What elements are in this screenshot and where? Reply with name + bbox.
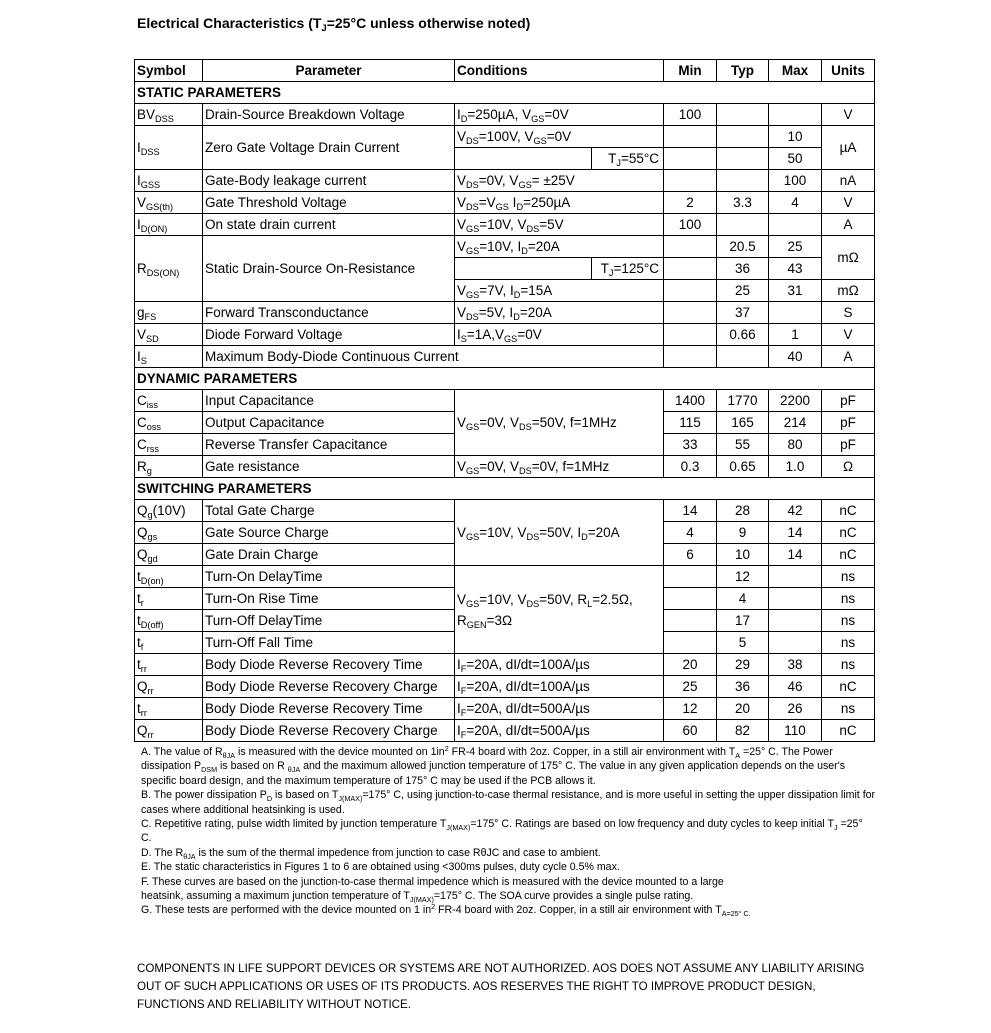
page-title: Electrical Characteristics ($T_J=25^\circ C$ unless otherwise noted): [137, 15, 531, 34]
disclaimer-line: COMPONENTS IN LIFE SUPPORT DEVICES OR SYSTEMS ARE NOT AUTHORIZED. AOS DOES NOT ASSUME ANY LIABILITY ARISING: [137, 962, 865, 975]
max-cell: 4: [769, 192, 822, 214]
symbol-cell: $Q_{rr}$: [135, 676, 203, 698]
max-cell: 42: [769, 500, 822, 522]
parameter-cell: Diode Forward Voltage: [203, 324, 455, 346]
min-cell: 25: [664, 676, 717, 698]
max-cell: 25: [769, 236, 822, 258]
symbol-cell: $t_{D(on)}$: [135, 566, 203, 588]
units-cell: nA: [822, 170, 875, 192]
conditions-cell: $I_F=20A$, dI/dt=500A/µs: [455, 720, 664, 742]
units-cell: µA: [822, 126, 875, 170]
min-cell: [664, 126, 717, 148]
footnotes: [141, 745, 876, 918]
symbol-cell: $I_{DSS}$: [135, 126, 203, 170]
symbol-cell: $t_{rr}$: [135, 698, 203, 720]
section-switching: SWITCHING PARAMETERS: [135, 478, 875, 500]
conditions-cell: $T_J=125^\circ C$: [592, 258, 664, 280]
units-cell: mΩ: [822, 280, 875, 302]
conditions-cell: $V_{GS}=10V$, $V_{DS}=5V$: [455, 214, 664, 236]
units-cell: ns: [822, 654, 875, 676]
symbol-cell: $C_{rss}$: [135, 434, 203, 456]
typ-cell: 0.65: [717, 456, 769, 478]
conditions-cell: $V_{GS}=0V$, $V_{DS}=0V$, f=1MHz: [455, 456, 664, 478]
max-cell: 1: [769, 324, 822, 346]
symbol-cell: $t_r$: [135, 588, 203, 610]
units-cell: ns: [822, 632, 875, 654]
typ-cell: 37: [717, 302, 769, 324]
parameter-cell: Body Diode Reverse Recovery Time: [203, 654, 455, 676]
footnote: E. The static characteristics in Figures 1 to 6 are obtained using <300ms pulses, duty cycle 0.5% max.: [141, 861, 620, 874]
min-cell: [664, 280, 717, 302]
symbol-cell: $C_{oss}$: [135, 412, 203, 434]
typ-cell: 10: [717, 544, 769, 566]
max-cell: 110: [769, 720, 822, 742]
units-cell: V: [822, 104, 875, 126]
max-cell: 80: [769, 434, 822, 456]
max-cell: 31: [769, 280, 822, 302]
conditions-cell: $I_D=250\mu A$, $V_{GS}=0V$: [455, 104, 664, 126]
units-cell: V: [822, 192, 875, 214]
symbol-cell: $R_{DS(ON)}$: [135, 236, 203, 302]
units-cell: mΩ: [822, 236, 875, 280]
symbol-cell: $g_{FS}$: [135, 302, 203, 324]
symbol-cell: $Q_{gd}$: [135, 544, 203, 566]
symbol-cell: $I_S$: [135, 346, 203, 368]
min-cell: 0.3: [664, 456, 717, 478]
max-cell: [769, 588, 822, 610]
min-cell: 33: [664, 434, 717, 456]
typ-cell: 5: [717, 632, 769, 654]
table-row: [135, 302, 875, 324]
header-units: Units: [822, 60, 875, 82]
min-cell: [664, 148, 717, 170]
symbol-cell: $Q_{gs}$: [135, 522, 203, 544]
parameter-cell: Maximum Body-Diode Continuous Current: [203, 346, 664, 368]
table-row: [135, 126, 875, 148]
units-cell: pF: [822, 390, 875, 412]
parameter-cell: Turn-Off Fall Time: [203, 632, 455, 654]
table-row: [135, 324, 875, 346]
typ-cell: [717, 126, 769, 148]
conditions-spacer: [455, 258, 592, 280]
parameter-cell: Drain-Source Breakdown Voltage: [203, 104, 455, 126]
symbol-cell: $t_{rr}$: [135, 654, 203, 676]
typ-cell: 12: [717, 566, 769, 588]
parameter-cell: Gate-Body leakage current: [203, 170, 455, 192]
min-cell: 4: [664, 522, 717, 544]
symbol-cell: $R_g$: [135, 456, 203, 478]
header-symbol: Symbol: [135, 60, 203, 82]
conditions-cell: $V_{GS}=0V$, $V_{DS}=50V$, f=1MHz: [455, 390, 664, 456]
parameter-cell: Input Capacitance: [203, 390, 455, 412]
min-cell: [664, 632, 717, 654]
parameter-cell: Body Diode Reverse Recovery Charge: [203, 676, 455, 698]
parameter-cell: Zero Gate Voltage Drain Current: [203, 126, 455, 170]
conditions-cell: $V_{DS}=100V$, $V_{GS}=0V$: [455, 126, 664, 148]
parameter-cell: On state drain current: [203, 214, 455, 236]
symbol-cell: $Q_g(10V)$: [135, 500, 203, 522]
min-cell: [664, 610, 717, 632]
symbol-cell: $Q_{rr}$: [135, 720, 203, 742]
min-cell: 115: [664, 412, 717, 434]
parameter-cell: Forward Transconductance: [203, 302, 455, 324]
max-cell: 1.0: [769, 456, 822, 478]
max-cell: 100: [769, 170, 822, 192]
parameter-cell: Reverse Transfer Capacitance: [203, 434, 455, 456]
disclaimer: [137, 960, 877, 1014]
units-cell: nC: [822, 676, 875, 698]
min-cell: 1400: [664, 390, 717, 412]
max-cell: 46: [769, 676, 822, 698]
min-cell: [664, 170, 717, 192]
max-cell: 50: [769, 148, 822, 170]
max-cell: [769, 632, 822, 654]
units-cell: ns: [822, 698, 875, 720]
units-cell: nC: [822, 544, 875, 566]
parameter-cell: Body Diode Reverse Recovery Charge: [203, 720, 455, 742]
units-cell: ns: [822, 610, 875, 632]
units-cell: V: [822, 324, 875, 346]
parameter-cell: Gate Drain Charge: [203, 544, 455, 566]
symbol-cell: $t_f$: [135, 632, 203, 654]
conditions-cell: $V_{GS}=10V$, $I_D=20A$: [455, 236, 664, 258]
parameter-cell: Gate Threshold Voltage: [203, 192, 455, 214]
min-cell: 12: [664, 698, 717, 720]
conditions-cell: $V_{GS}=7V$, $I_D=15A$: [455, 280, 664, 302]
typ-cell: [717, 170, 769, 192]
max-cell: 14: [769, 522, 822, 544]
symbol-cell: $I_{D(ON)}$: [135, 214, 203, 236]
typ-cell: [717, 148, 769, 170]
parameter-cell: Output Capacitance: [203, 412, 455, 434]
typ-cell: 36: [717, 676, 769, 698]
typ-cell: 165: [717, 412, 769, 434]
typ-cell: [717, 214, 769, 236]
table-row: [135, 390, 875, 412]
table-row: [135, 500, 875, 522]
table-row: [135, 720, 875, 742]
header-conditions: Conditions: [455, 60, 664, 82]
parameter-cell: Total Gate Charge: [203, 500, 455, 522]
header-min: Min: [664, 60, 717, 82]
typ-cell: 20: [717, 698, 769, 720]
typ-cell: 9: [717, 522, 769, 544]
conditions-cell: $I_F=20A$, dI/dt=100A/µs: [455, 676, 664, 698]
typ-cell: 3.3: [717, 192, 769, 214]
parameter-cell: Static Drain-Source On-Resistance: [203, 236, 455, 302]
max-cell: [769, 566, 822, 588]
footnote: B. The power dissipation $P_D$ is based on $T_{J(MAX)}=175^\circ$ C, using junction-to-case thermal resistance, and is more useful in setting the upper dissipation limit for cases where additional heatsinking is used.: [141, 789, 876, 816]
max-cell: 43: [769, 258, 822, 280]
parameter-cell: Body Diode Reverse Recovery Time: [203, 698, 455, 720]
min-cell: 20: [664, 654, 717, 676]
typ-cell: 4: [717, 588, 769, 610]
electrical-characteristics-table: [134, 59, 875, 742]
max-cell: 2200: [769, 390, 822, 412]
min-cell: 100: [664, 104, 717, 126]
table-row: [135, 192, 875, 214]
min-cell: [664, 236, 717, 258]
units-cell: Ω: [822, 456, 875, 478]
symbol-cell: $V_{SD}$: [135, 324, 203, 346]
symbol-cell: $C_{iss}$: [135, 390, 203, 412]
units-cell: pF: [822, 434, 875, 456]
parameter-cell: Gate resistance: [203, 456, 455, 478]
footnote: F. These curves are based on the junction-to-case thermal impedence which is measured with the device mounted to a large heatsink, assuming a maximum junction temperature of $T_{J(MAX)}=175^\circ$ C. The SOA curve provides a single pulse rating.: [141, 875, 724, 905]
footnote: A. The value of $R_{\theta JA}$ is measured with the device mounted on $1in^2$ FR-4 board with 2oz. Copper, in a still air environment with $T_A =25^\circ$ C. The Power dissipation $P_{DSM}$ is based on R $_{\theta JA}$ and the maximum allowed junction temperature of 175° C. The value in any given application depends on the user's specific board design, and the maximum temperature of 175° C may be used if the PCB allows it.: [141, 744, 846, 787]
max-cell: 214: [769, 412, 822, 434]
max-cell: 38: [769, 654, 822, 676]
symbol-cell: $V_{GS(th)}$: [135, 192, 203, 214]
units-cell: ns: [822, 588, 875, 610]
min-cell: 2: [664, 192, 717, 214]
typ-cell: 17: [717, 610, 769, 632]
footnote: C. Repetitive rating, pulse width limited by junction temperature $T_{J(MAX)}=175^\circ$ C. Ratings are based on low frequency and duty cycles to keep initial $T_J =25^\circ$ C.: [141, 818, 863, 845]
units-cell: A: [822, 214, 875, 236]
typ-cell: 82: [717, 720, 769, 742]
max-cell: [769, 214, 822, 236]
min-cell: [664, 588, 717, 610]
typ-cell: 55: [717, 434, 769, 456]
disclaimer-line: OUT OF SUCH APPLICATIONS OR USES OF ITS PRODUCTS. AOS RESERVES THE RIGHT TO IMPROVE PRODUCT DESIGN,: [137, 980, 816, 993]
min-cell: 60: [664, 720, 717, 742]
table-header-row: [135, 60, 875, 82]
typ-cell: 25: [717, 280, 769, 302]
table-row: [135, 654, 875, 676]
table-row: [135, 214, 875, 236]
min-cell: 100: [664, 214, 717, 236]
conditions-cell: $V_{GS}=10V$, $V_{DS}=50V$, $I_D=20A$: [455, 500, 664, 566]
typ-cell: 29: [717, 654, 769, 676]
parameter-cell: Turn-Off DelayTime: [203, 610, 455, 632]
min-cell: [664, 258, 717, 280]
units-cell: A: [822, 346, 875, 368]
header-parameter: Parameter: [203, 60, 455, 82]
section-static: STATIC PARAMETERS: [135, 82, 875, 104]
table-row: [135, 566, 875, 588]
units-cell: nC: [822, 500, 875, 522]
min-cell: [664, 324, 717, 346]
units-cell: S: [822, 302, 875, 324]
conditions-cell: $I_S=1A,V_{GS}=0V$: [455, 324, 664, 346]
symbol-cell: $t_{D(off)}$: [135, 610, 203, 632]
parameter-cell: Gate Source Charge: [203, 522, 455, 544]
units-cell: pF: [822, 412, 875, 434]
disclaimer-line: FUNCTIONS AND RELIABILITY WITHOUT NOTICE.: [137, 998, 411, 1011]
conditions-cell: $I_F=20A$, dI/dt=100A/µs: [455, 654, 664, 676]
conditions-cell: $V_{GS}=10V$, $V_{DS}=50V$, $R_L=2.5\Omega$, $R_{GEN}=3\Omega$: [455, 566, 664, 654]
min-cell: 6: [664, 544, 717, 566]
table-row: [135, 698, 875, 720]
min-cell: [664, 302, 717, 324]
units-cell: ns: [822, 566, 875, 588]
typ-cell: 1770: [717, 390, 769, 412]
max-cell: [769, 104, 822, 126]
conditions-cell: $V_{DS}=0V$, $V_{GS}= \pm 25V$: [455, 170, 664, 192]
min-cell: 14: [664, 500, 717, 522]
header-typ: Typ: [717, 60, 769, 82]
max-cell: 26: [769, 698, 822, 720]
max-cell: [769, 610, 822, 632]
table-row: [135, 346, 875, 368]
symbol-cell: $BV_{DSS}$: [135, 104, 203, 126]
min-cell: [664, 346, 717, 368]
conditions-cell: $T_J=55^\circ C$: [592, 148, 664, 170]
conditions-cell: $I_F=20A$, dI/dt=500A/µs: [455, 698, 664, 720]
typ-cell: 0.66: [717, 324, 769, 346]
units-cell: nC: [822, 720, 875, 742]
conditions-cell: $V_{DS}=5V$, $I_D=20A$: [455, 302, 664, 324]
header-max: Max: [769, 60, 822, 82]
footnote: D. The $R_{\theta JA}$ is the sum of the thermal impedence from junction to case RθJC and case to ambient.: [141, 846, 601, 861]
typ-cell: [717, 104, 769, 126]
typ-cell: 28: [717, 500, 769, 522]
conditions-spacer: [455, 148, 592, 170]
section-dynamic: DYNAMIC PARAMETERS: [135, 368, 875, 390]
units-cell: nC: [822, 522, 875, 544]
table-row: [135, 236, 875, 258]
table-row: [135, 676, 875, 698]
table-row: [135, 456, 875, 478]
footnote: G. These tests are performed with the device mounted on 1 $in^2$ FR-4 board with 2oz. Copper, in a still air environment with $T_{A=25^\circ C.}$: [141, 902, 751, 919]
typ-cell: [717, 346, 769, 368]
max-cell: 40: [769, 346, 822, 368]
typ-cell: 20.5: [717, 236, 769, 258]
min-cell: [664, 566, 717, 588]
table-row: [135, 170, 875, 192]
typ-cell: 36: [717, 258, 769, 280]
parameter-cell: Turn-On DelayTime: [203, 566, 455, 588]
max-cell: [769, 302, 822, 324]
table-row: [135, 104, 875, 126]
max-cell: 10: [769, 126, 822, 148]
parameter-cell: Turn-On Rise Time: [203, 588, 455, 610]
max-cell: 14: [769, 544, 822, 566]
conditions-cell: $V_{DS}=V_{GS}$ $I_D=250\mu A$: [455, 192, 664, 214]
symbol-cell: $I_{GSS}$: [135, 170, 203, 192]
